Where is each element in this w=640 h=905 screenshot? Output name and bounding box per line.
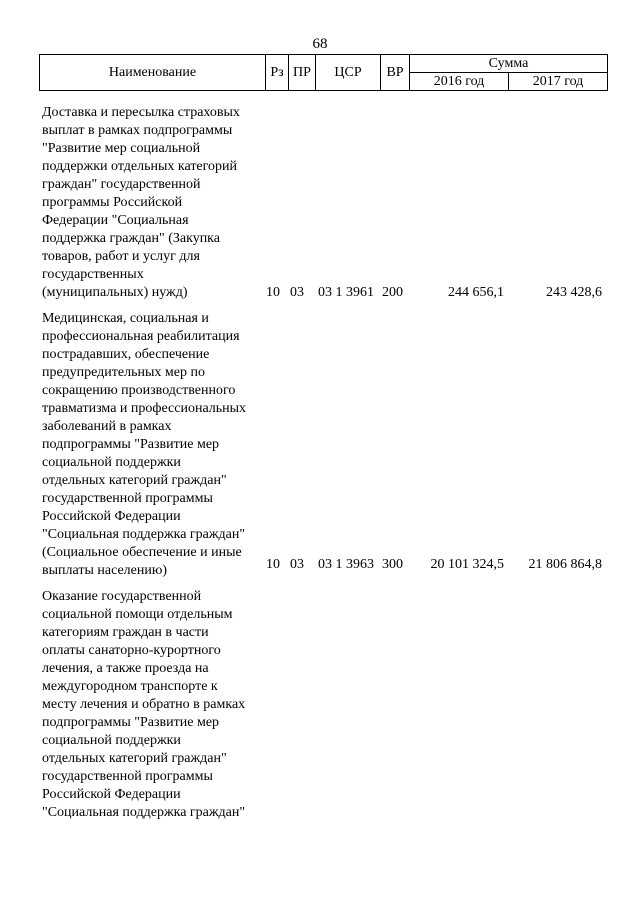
row-rz: 10 bbox=[266, 557, 280, 572]
row-vr: 300 bbox=[382, 557, 403, 572]
table-header bbox=[39, 54, 608, 91]
row-vr: 200 bbox=[382, 285, 403, 300]
row-pr: 03 bbox=[290, 285, 304, 300]
row-name: Оказание государственной социальной помощи отдельным категориям граждан в части оплаты санаторно-курортного лечения, а также проезда на междугородном транспорте к месту лечения и обратно в рамках подпрограммы "Развитие мер социальной поддержки отдельных категорий граждан" государственной программы Российской Федерации "Социальная поддержка граждан" bbox=[42, 589, 246, 820]
row-sum-2017: 21 806 864,8 bbox=[528, 557, 602, 572]
row-name: Медицинская, социальная и профессиональная реабилитация пострадавших, обеспечение предупредительных мер по сокращению производственного травматизма и профессиональных заболеваний в рамках подпрограммы "Развитие мер социальной поддержки отдельных категорий граждан" государственной программы Российской Федерации "Социальная поддержка граждан" (Социальное обеспечение и иные выплаты населению) bbox=[42, 311, 247, 578]
col-name-header: Наименование bbox=[40, 55, 266, 91]
page-number: 68 bbox=[312, 36, 328, 52]
row-rz: 10 bbox=[266, 285, 280, 300]
row-name: Доставка и пересылка страховых выплат в рамках подпрограммы "Развитие мер социальной поддержки отдельных категорий граждан" государственной программы Российской Федерации "Социальная поддержка граждан" (Закупка товаров, работ и услуг для государственных (муниципальных) нужд) bbox=[42, 105, 240, 300]
row-csr: 03 1 3961 bbox=[318, 285, 374, 300]
col-csr-header: ЦСР bbox=[316, 55, 381, 91]
row-pr: 03 bbox=[290, 557, 304, 572]
row-sum-2017: 243 428,6 bbox=[546, 285, 602, 300]
col-pr-header: ПР bbox=[289, 55, 316, 91]
row-sum-2016: 20 101 324,5 bbox=[430, 557, 504, 572]
col-sum-header: Сумма bbox=[410, 55, 608, 73]
col-2017-header: 2017 год bbox=[509, 73, 608, 91]
col-2016-header: 2016 год bbox=[410, 73, 509, 91]
col-vr-header: ВР bbox=[381, 55, 410, 91]
row-sum-2016: 244 656,1 bbox=[448, 285, 504, 300]
col-rz-header: Рз bbox=[266, 55, 289, 91]
row-csr: 03 1 3963 bbox=[318, 557, 374, 572]
